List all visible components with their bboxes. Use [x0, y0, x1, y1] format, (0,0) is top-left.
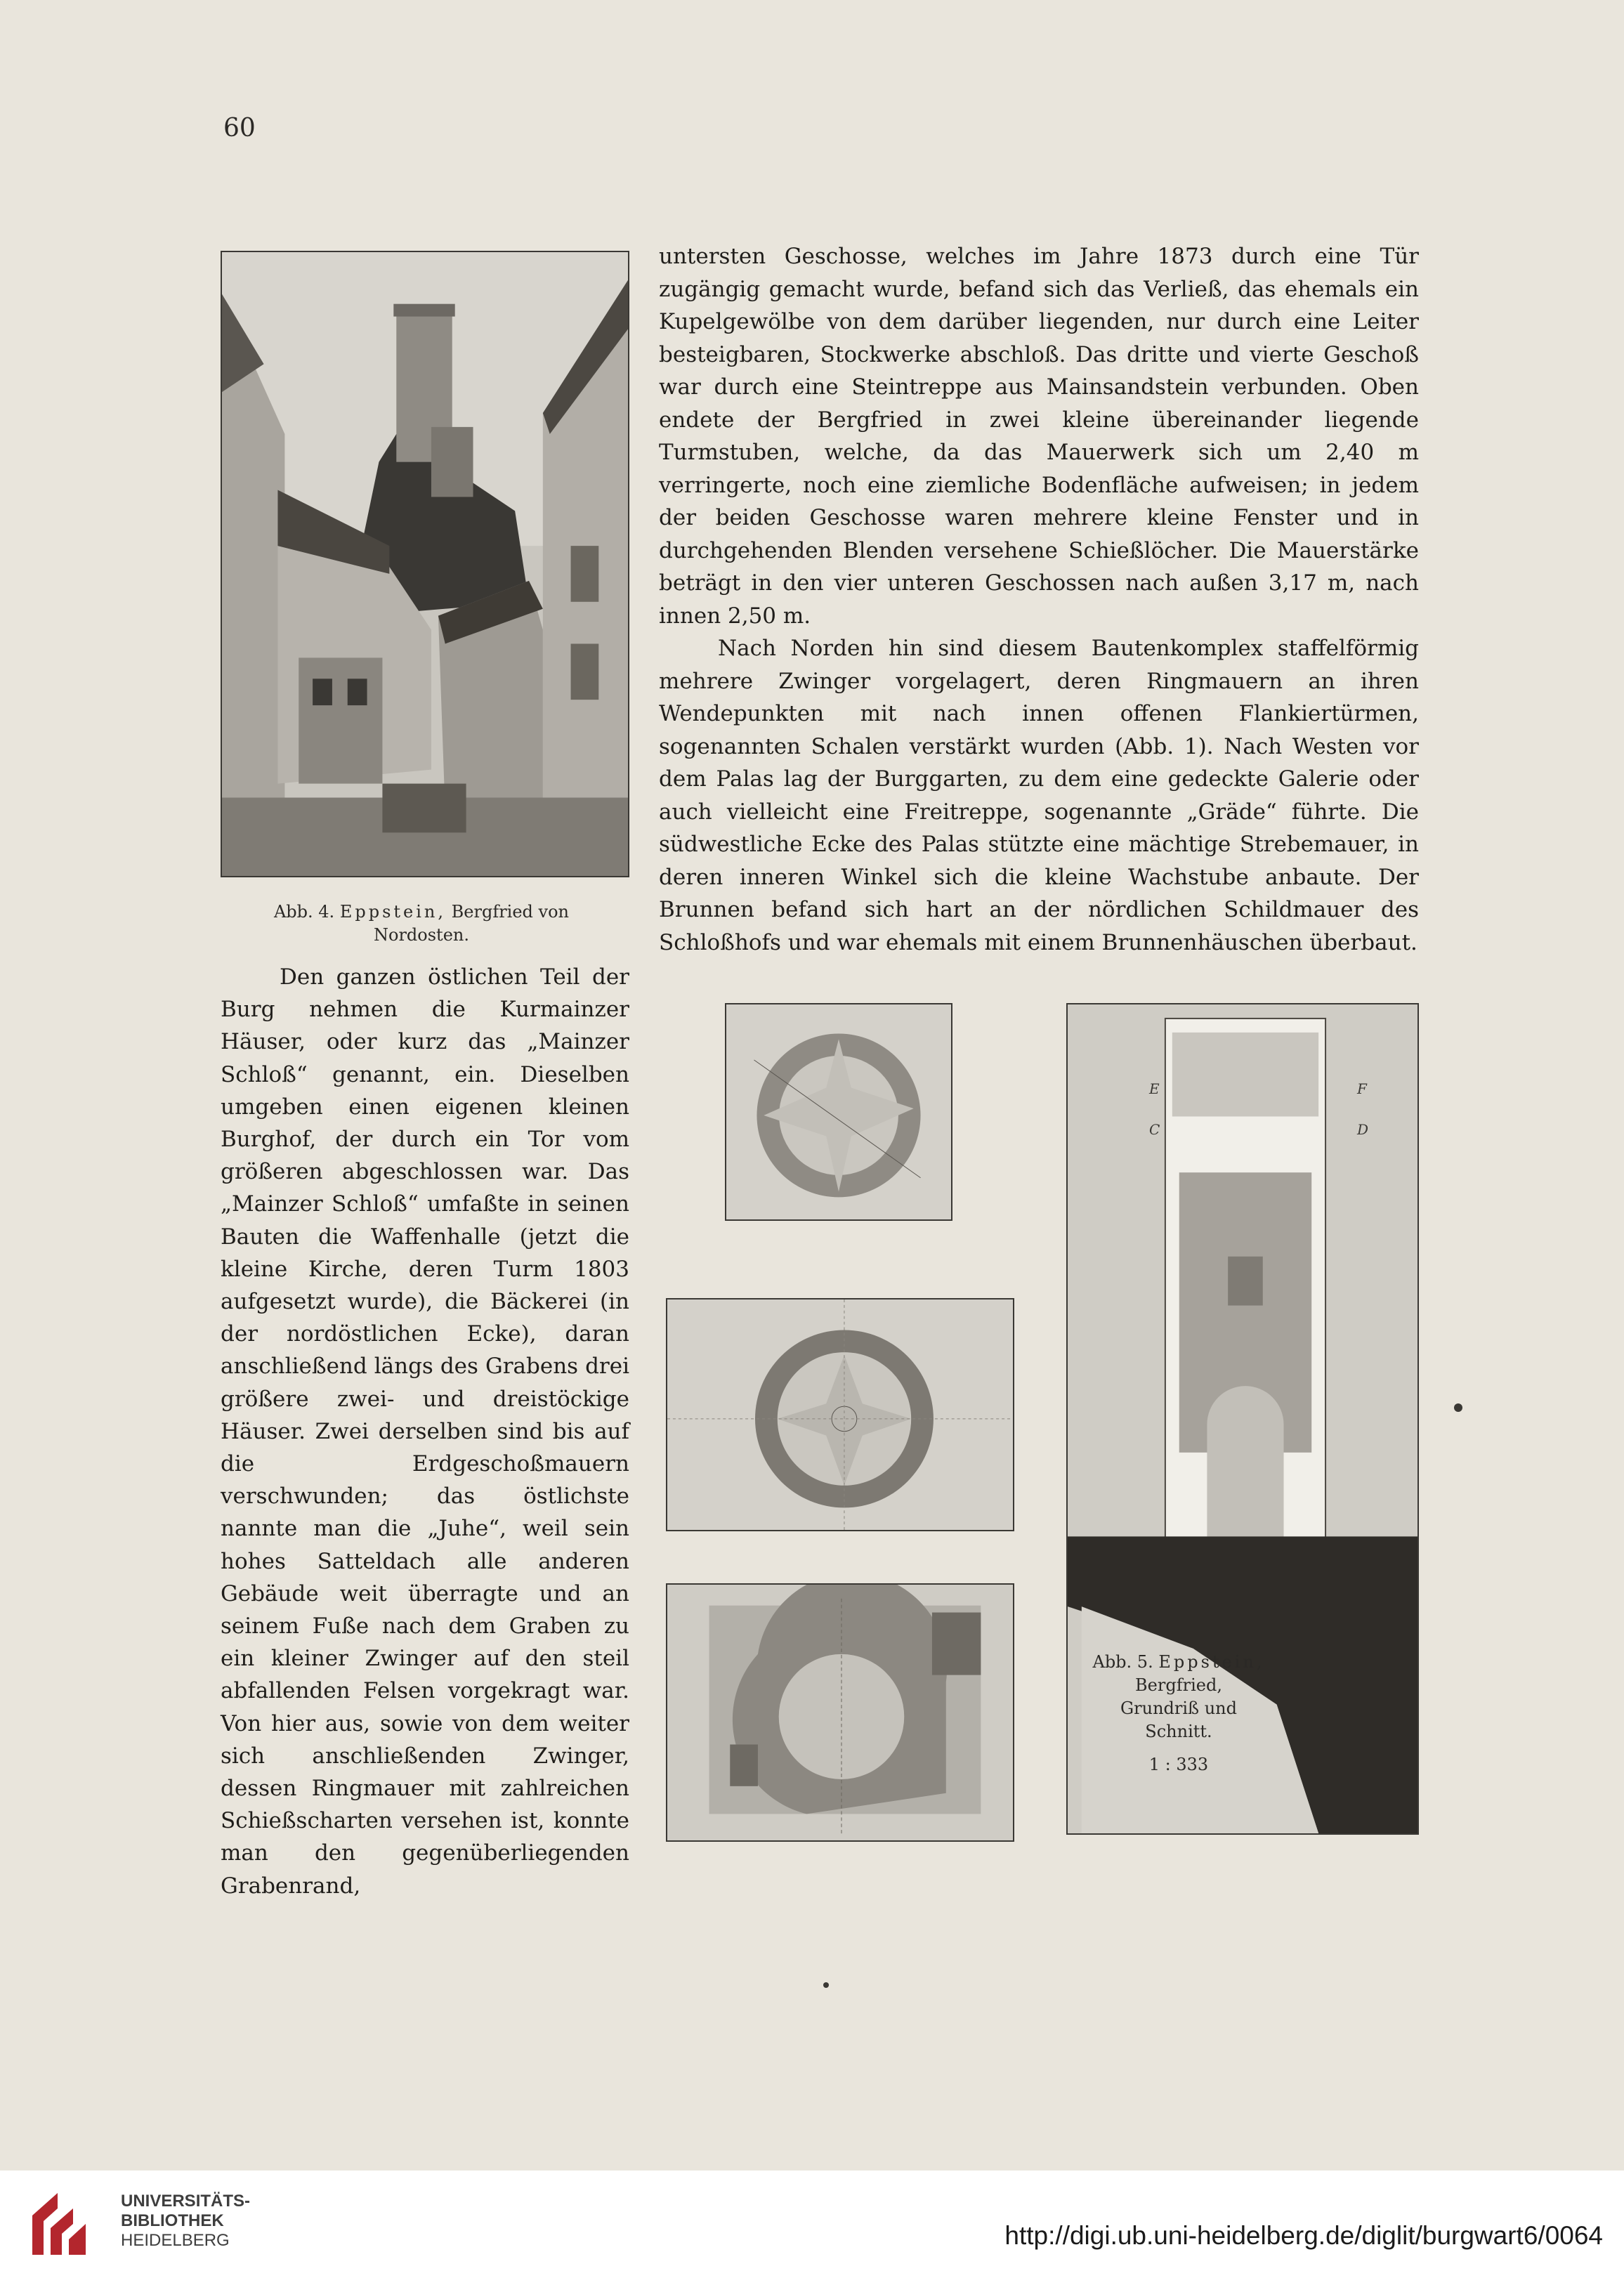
permalink-url[interactable]: http://digi.ub.uni-heidelberg.de/diglit/burgwart6/0064: [1004, 2221, 1603, 2250]
paragraph-mainzer-schloss: Den ganzen östlichen Teil der Burg nehmen die Kurmainzer Häuser, oder kurz das „Mainzer Schloß“ genannt, ein. Dieselben umgeben einen eigenen kleinen Burghof, der durch ein Tor vom größeren abgeschlossen war. Das „Mainzer Schloß“ umfaßte in seinen Bauten die Waffenhalle (jetzt die kleine Kirche, deren Turm 1803 aufgesetzt wurde), die Bäckerei (in der nordöstlichen Ecke), daran anschließend längs des Grabens drei größere zwei- und dreistöckige Häuser. Zwei derselben sind bis auf die Erdgeschoßmauern verschwunden; das östlichste nannte man die „Juhe“, weil sein hohes Satteldach alle anderen Gebäude weit überragte und an seinem Fuße nach dem Graben zu ein kleiner Zwinger auf den steil abfallenden Felsen vorgekragt war. Von hier aus, sowie von dem weiter sich anschließenden Zwinger, dessen Ringmauer mit zahlreichen Schießscharten versehen ist, konnte man den gegenüberliegenden Grabenrand,: [221, 964, 629, 1899]
section-letter-f: F: [1357, 1080, 1367, 1097]
section-letter-e: E: [1149, 1080, 1160, 1097]
section-letter-d: D: [1357, 1121, 1369, 1138]
library-name: [121, 2192, 250, 2251]
figure-4-caption: [239, 901, 604, 947]
paragraph-zwinger-north: Nach Norden hin sind diesem Bautenkomplex staffelförmig mehrere Zwinger vorgelagert, deren Ringmauern an ihren Wendepunkten mit nach innen offenen Flankiertürmen, sogenannten Schalen verstärkt wurden (Abb. 1). Nach Westen vor dem Palas lag der Burggarten, zu dem eine gedeckte Galerie oder auch vielleicht eine Freitreppe, sogenannte „Gräde“ führte. Die südwestliche Ecke des Palas stützte eine mächtige Strebemauer, in deren inneren Winkel sich die kleine Wachstube anbaute. Der Brunnen befand sich hart an der nördlichen Schildmauer des Schloßhofs und war ehemals mit einem Brunnenhäuschen überbaut.: [659, 636, 1419, 955]
library-line-2: BIBLIOTHEK: [121, 2211, 224, 2230]
paragraph-keep-interior: untersten Geschosse, welches im Jahre 1873 durch eine Tür zugängig gemacht wurde, befand sich das Verließ, das ehemals ein Kupelgewölbe von dem darüber liegenden, nur durch eine Leiter besteigbaren, Stockwerke abschloß. Das dritte und vierte Geschoß war durch eine Steintreppe aus Mainsandstein verbunden. Oben endete der Bergfried in zwei kleine übereinander liegende Turmstuben, welche, da das Mauerwerk sich um 2,40 m verringerte, noch eine ziemliche Bodenfläche aufweisen; in jedem der beiden Geschosse waren mehrere kleine Fenster und in durchgehenden Blenden versehene Schießlöcher. Die Mauerstärke beträgt in den vier unteren Geschossen nach außen 3,17 m, nach innen 2,50 m.: [659, 244, 1419, 629]
figure-5-plan-lower: [666, 1583, 1014, 1842]
figure-4-photo: [221, 251, 629, 877]
section-letter-c: C: [1149, 1121, 1160, 1138]
figure-5-caption-prefix: Abb. 5.: [1092, 1652, 1153, 1672]
page-speck: [823, 1982, 829, 1988]
university-library-logo-icon: [18, 2187, 94, 2263]
figure-5-plan-upper: [725, 1003, 952, 1221]
left-column-text: [221, 961, 629, 1902]
library-line-1: UNIVERSITÄTS-: [121, 2192, 251, 2211]
figure-5-caption-place: Eppstein,: [1158, 1652, 1265, 1672]
library-line-3: HEIDELBERG: [121, 2231, 230, 2250]
footer-bar: [0, 2171, 1624, 2285]
figure-4-caption-rest: Bergfried von Nordosten.: [374, 902, 570, 945]
figure-5-caption-line3: Grundriß und: [1120, 1698, 1237, 1718]
figure-5-caption: [1052, 1651, 1305, 1776]
right-column-text: [659, 240, 1419, 959]
figure-5-plan-middle: [666, 1298, 1014, 1531]
page-speck-right: [1454, 1403, 1462, 1412]
page-number: 60: [223, 114, 256, 143]
figure-5-caption-line4: Schnitt.: [1145, 1722, 1212, 1741]
figure-4-caption-prefix: Abb. 4.: [273, 902, 335, 922]
figure-4-caption-place: Eppstein,: [339, 902, 446, 922]
figure-5-caption-line2: Bergfried,: [1135, 1675, 1222, 1695]
figure-5-scale: 1 : 333: [1148, 1755, 1209, 1774]
